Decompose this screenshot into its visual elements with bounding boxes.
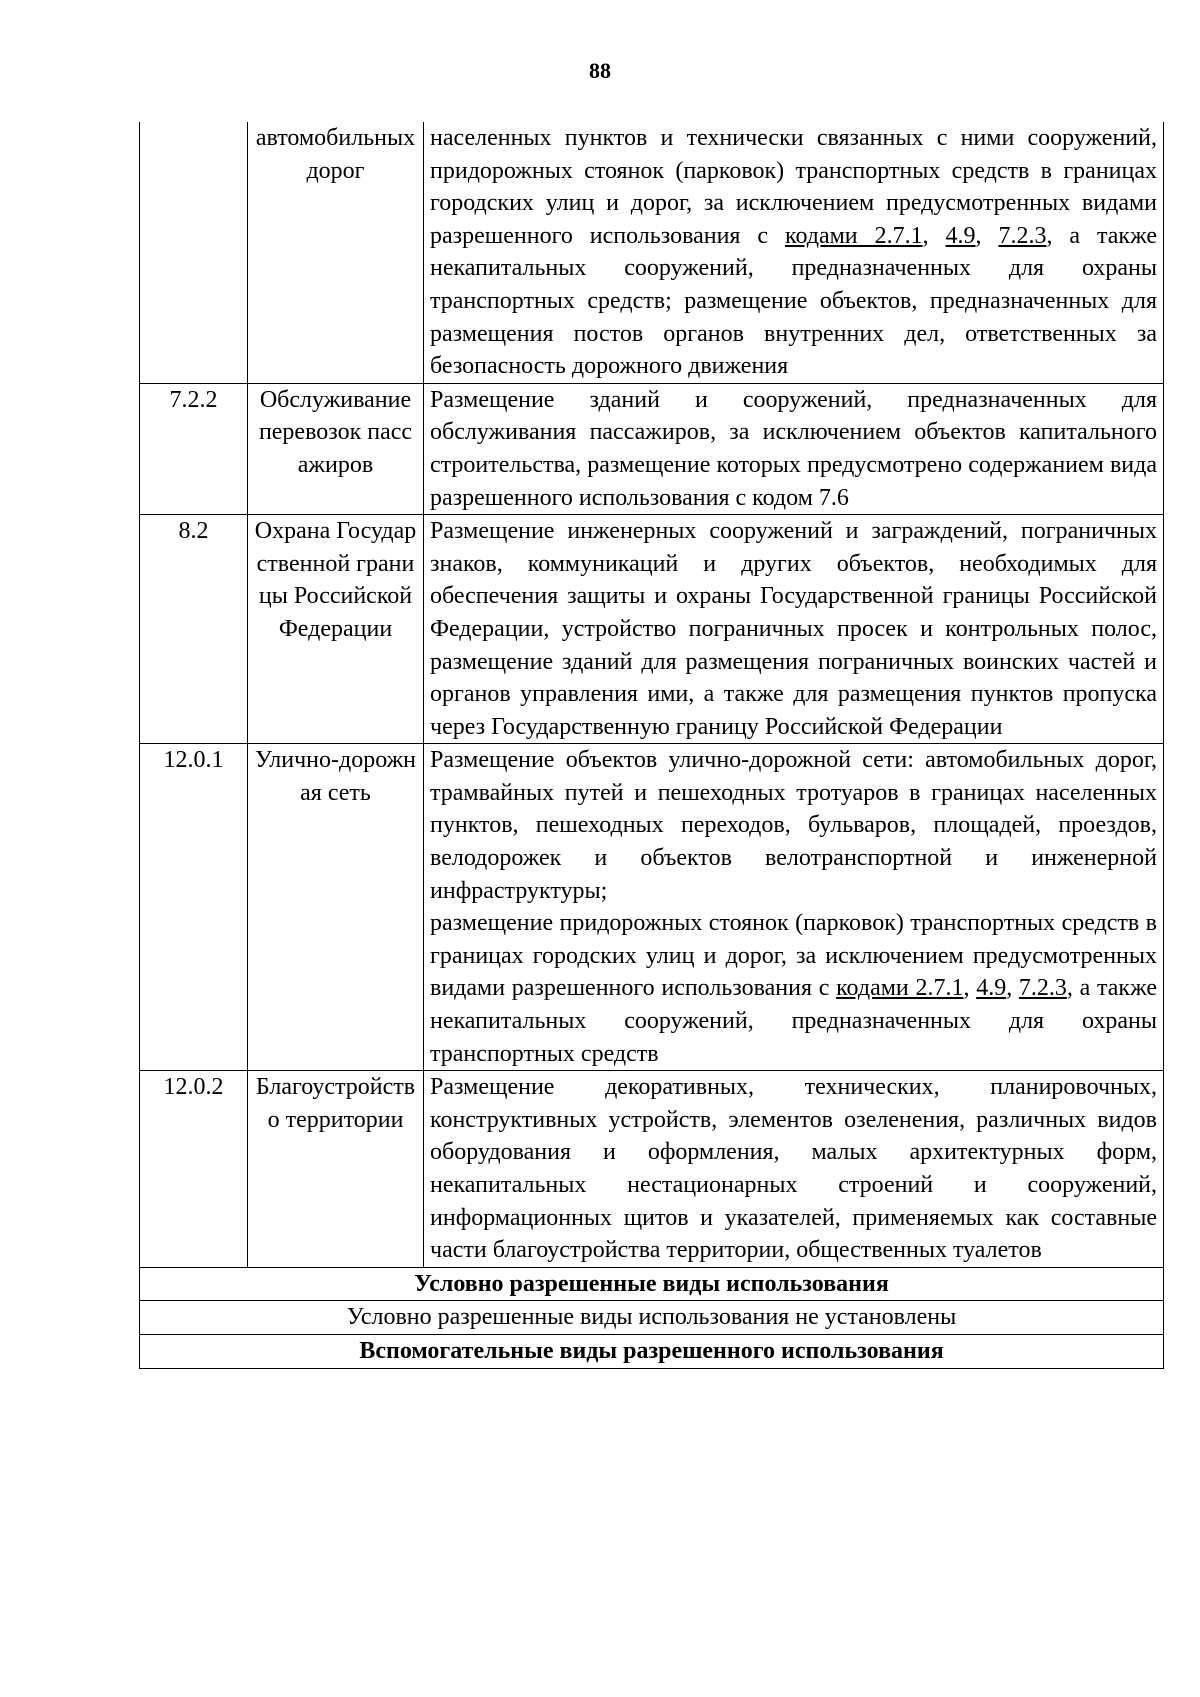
- description-text: ,: [922, 222, 946, 249]
- description-text: , а также некапитальных сооружений, предназначенных для охраны транспортных средств; размещение объектов, предназначенных для размещения постов органов внутренних дел, ответственных за безопасность дорожного движения: [430, 222, 1158, 380]
- land-use-code: [140, 122, 248, 383]
- description-text: размещение придорожных стоянок (парковок) транспортных средств в границах городских улиц и дорог, за исключением предусмотренных видами разрешенного использования с: [430, 910, 1157, 1002]
- description-text: Размещение объектов улично-дорожной сети: автомобильных дорог, трамвайных путей и пешеходных тротуаров в границах населенных пунктов, пешеходных переходов, бульваров, площадей, проездов, велодорожек и объектов велотранспортной и инженерной инфраструктуры;: [430, 747, 1157, 904]
- land-use-name: автомобильных дорог: [248, 122, 424, 383]
- description-paragraph: [430, 744, 1157, 907]
- description-paragraph: [430, 515, 1157, 743]
- description-paragraph: [430, 907, 1157, 1070]
- table-row: [140, 515, 1164, 744]
- description-paragraph: [430, 122, 1157, 383]
- table-row: [140, 744, 1164, 1071]
- code-reference-link: 4.9: [976, 975, 1007, 1002]
- code-reference-link: 4.9: [945, 222, 976, 249]
- code-reference-link: 7.2.3: [1018, 975, 1067, 1002]
- section-note: Условно разрешенные виды использования не установлены: [140, 1301, 1164, 1335]
- section-row: [140, 1301, 1164, 1335]
- land-use-name: Обслуживание перевозок пассажиров: [248, 383, 424, 514]
- land-use-name: Благоустройство территории: [248, 1071, 424, 1268]
- land-use-description: [424, 744, 1164, 1071]
- description-paragraph: [430, 1071, 1157, 1267]
- land-use-name: Улично-дорожная сеть: [248, 744, 424, 1071]
- description-paragraph: [430, 384, 1157, 514]
- description-text: ,: [963, 975, 977, 1002]
- land-use-code: 7.2.2: [140, 383, 248, 514]
- description-text: Размещение зданий и сооружений, предназначенных для обслуживания пассажиров, за исключением объектов капитального строительства, размещение которых предусмотрено содержанием вида разрешенного использования с кодом 7.6: [430, 386, 1157, 511]
- code-reference-link: 7.2.3: [998, 222, 1047, 249]
- table-row: [140, 383, 1164, 514]
- description-text: ,: [975, 222, 999, 249]
- land-use-code: 12.0.1: [140, 744, 248, 1071]
- description-text: Размещение декоративных, технических, планировочных, конструктивных устройств, элементов озеленения, различных видов оборудования и оформления, малых архитектурных форм, некапитальных нестационарных строений и сооружений, информационных щитов и указателей, применяемых как составные части благоустройства территории, общественных туалетов: [430, 1074, 1157, 1264]
- land-use-name: Охрана Государственной границы Российской Федерации: [248, 515, 424, 744]
- description-text: Размещение инженерных сооружений и заграждений, пограничных знаков, коммуникаций и других объектов, необходимых для обеспечения защиты и охраны Государственной границы Российской Федерации, устройство пограничных просек и контрольных полос, размещение зданий для размещения пограничных воинских частей и органов управления ими, а также для размещения пунктов пропуска через Государственную границу Российской Федерации: [430, 518, 1157, 740]
- description-text: населенных пунктов и технически связанных с ними сооружений, придорожных стоянок (парковок) транспортных средств в границах городских улиц и дорог, за исключением предусмотренных видами разрешенного использования с: [430, 125, 1157, 249]
- land-use-code: 8.2: [140, 515, 248, 744]
- section-row: [140, 1267, 1164, 1301]
- section-heading: Условно разрешенные виды использования: [140, 1267, 1164, 1301]
- table-row: [140, 122, 1164, 383]
- land-use-description: [424, 122, 1164, 383]
- code-reference-link: кодами 2.7.1: [836, 975, 964, 1002]
- land-use-description: [424, 515, 1164, 744]
- code-reference-link: кодами 2.7.1: [785, 222, 923, 249]
- description-text: , а также некапитальных сооружений, предназначенных для охраны транспортных средств: [430, 975, 1157, 1067]
- section-heading: Вспомогательные виды разрешенного использования: [140, 1334, 1164, 1368]
- land-use-table: [139, 122, 1164, 1369]
- land-use-description: [424, 1071, 1164, 1268]
- land-use-description: [424, 383, 1164, 514]
- table-row: [140, 1071, 1164, 1268]
- page-number: 88: [589, 58, 611, 83]
- section-row: [140, 1334, 1164, 1368]
- description-text: ,: [1006, 975, 1019, 1002]
- land-use-code: 12.0.2: [140, 1071, 248, 1268]
